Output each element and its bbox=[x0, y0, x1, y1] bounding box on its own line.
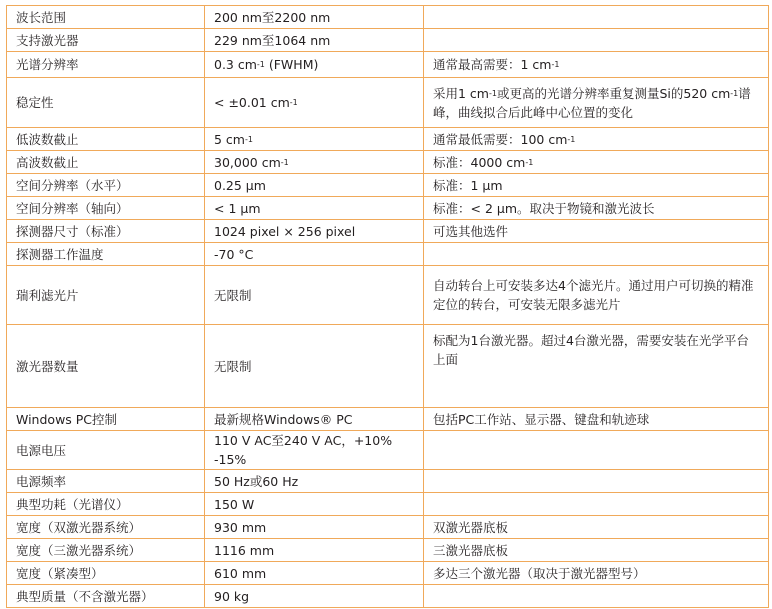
row-value: 610 mm bbox=[205, 562, 424, 585]
row-note bbox=[424, 585, 769, 608]
row-note: 标配为1台激光器。超过4台激光器，需要安装在光学平台上面 bbox=[424, 325, 769, 408]
row-value: 1116 mm bbox=[205, 539, 424, 562]
row-value: 50 Hz或60 Hz bbox=[205, 470, 424, 493]
row-value: 0.3 $cm^{-1}$ (FWHM) bbox=[205, 52, 424, 78]
row-label: 瑞利滤光片 bbox=[7, 266, 205, 325]
table-row bbox=[7, 151, 769, 174]
table-row bbox=[7, 585, 769, 608]
table-row bbox=[7, 197, 769, 220]
row-note: 多达三个激光器（取决于激光器型号） bbox=[424, 562, 769, 585]
row-value: 90 kg bbox=[205, 585, 424, 608]
table-row bbox=[7, 220, 769, 243]
row-value: 30,000 $cm^{-1}$ bbox=[205, 151, 424, 174]
row-note: 采用1 $cm^{-1}$或更高的光谱分辨率重复测量Si的520 $cm^{-1}$谱峰，曲线拟合后此峰中心位置的变化 bbox=[424, 78, 769, 128]
row-value: 930 mm bbox=[205, 516, 424, 539]
row-label: 空间分辨率（轴向） bbox=[7, 197, 205, 220]
row-label: 光谱分辨率 bbox=[7, 52, 205, 78]
row-label: Windows PC控制 bbox=[7, 408, 205, 431]
row-value: 200 nm至2200 nm bbox=[205, 6, 424, 29]
table-row bbox=[7, 493, 769, 516]
table-row bbox=[7, 408, 769, 431]
row-note: 自动转台上可安装多达4个滤光片。通过用户可切换的精准定位的转台，可安装无限多滤光片 bbox=[424, 266, 769, 325]
row-label: 探测器尺寸（标准） bbox=[7, 220, 205, 243]
row-value: 229 nm至1064 nm bbox=[205, 29, 424, 52]
row-label: 激光器数量 bbox=[7, 325, 205, 408]
row-value: 无限制 bbox=[205, 325, 424, 408]
table-row bbox=[7, 52, 769, 78]
row-value: 1024 pixel × 256 pixel bbox=[205, 220, 424, 243]
row-value: 150 W bbox=[205, 493, 424, 516]
row-label: 电源电压 bbox=[7, 431, 205, 470]
row-note bbox=[424, 470, 769, 493]
row-note bbox=[424, 493, 769, 516]
row-value: < 1 µm bbox=[205, 197, 424, 220]
row-label: 宽度（紧凑型） bbox=[7, 562, 205, 585]
table-row bbox=[7, 174, 769, 197]
row-value: 0.25 µm bbox=[205, 174, 424, 197]
row-value: -70 °C bbox=[205, 243, 424, 266]
row-note: 可选其他选件 bbox=[424, 220, 769, 243]
row-note: 通常最低需要：100 $cm^{-1}$ bbox=[424, 128, 769, 151]
row-value: 无限制 bbox=[205, 266, 424, 325]
row-note: 标准：< 2 µm。取决于物镜和激光波长 bbox=[424, 197, 769, 220]
row-value: 最新规格Windows® PC bbox=[205, 408, 424, 431]
row-note: 标准：4000 $cm^{-1}$ bbox=[424, 151, 769, 174]
row-note bbox=[424, 431, 769, 470]
table-row bbox=[7, 6, 769, 29]
table-row bbox=[7, 470, 769, 493]
row-note: 通常最高需要：1 $cm^{-1}$ bbox=[424, 52, 769, 78]
row-value: 110 V AC至240 V AC，+10% -15% bbox=[205, 431, 424, 470]
table-row bbox=[7, 516, 769, 539]
row-label: 电源频率 bbox=[7, 470, 205, 493]
row-note: 标准：1 µm bbox=[424, 174, 769, 197]
row-label: 探测器工作温度 bbox=[7, 243, 205, 266]
table-row bbox=[7, 78, 769, 128]
table-row bbox=[7, 431, 769, 470]
row-label: 支持激光器 bbox=[7, 29, 205, 52]
table-row bbox=[7, 562, 769, 585]
row-label: 典型质量（不含激光器） bbox=[7, 585, 205, 608]
row-note: 双激光器底板 bbox=[424, 516, 769, 539]
row-label: 空间分辨率（水平） bbox=[7, 174, 205, 197]
table-row bbox=[7, 325, 769, 408]
row-label: 宽度（三激光器系统） bbox=[7, 539, 205, 562]
row-note: 包括PC工作站、显示器、键盘和轨迹球 bbox=[424, 408, 769, 431]
row-note bbox=[424, 6, 769, 29]
row-label: 典型功耗（光谱仪） bbox=[7, 493, 205, 516]
spec-table bbox=[6, 5, 769, 608]
row-label: 低波数截止 bbox=[7, 128, 205, 151]
row-label: 高波数截止 bbox=[7, 151, 205, 174]
table-row bbox=[7, 128, 769, 151]
table-row bbox=[7, 243, 769, 266]
row-note bbox=[424, 243, 769, 266]
row-note bbox=[424, 29, 769, 52]
row-value: 5 $cm^{-1}$ bbox=[205, 128, 424, 151]
row-label: 稳定性 bbox=[7, 78, 205, 128]
row-note: 三激光器底板 bbox=[424, 539, 769, 562]
row-label: 宽度（双激光器系统） bbox=[7, 516, 205, 539]
row-label: 波长范围 bbox=[7, 6, 205, 29]
row-value: < ±0.01 $cm^{-1}$ bbox=[205, 78, 424, 128]
table-row bbox=[7, 266, 769, 325]
table-row bbox=[7, 539, 769, 562]
table-row bbox=[7, 29, 769, 52]
